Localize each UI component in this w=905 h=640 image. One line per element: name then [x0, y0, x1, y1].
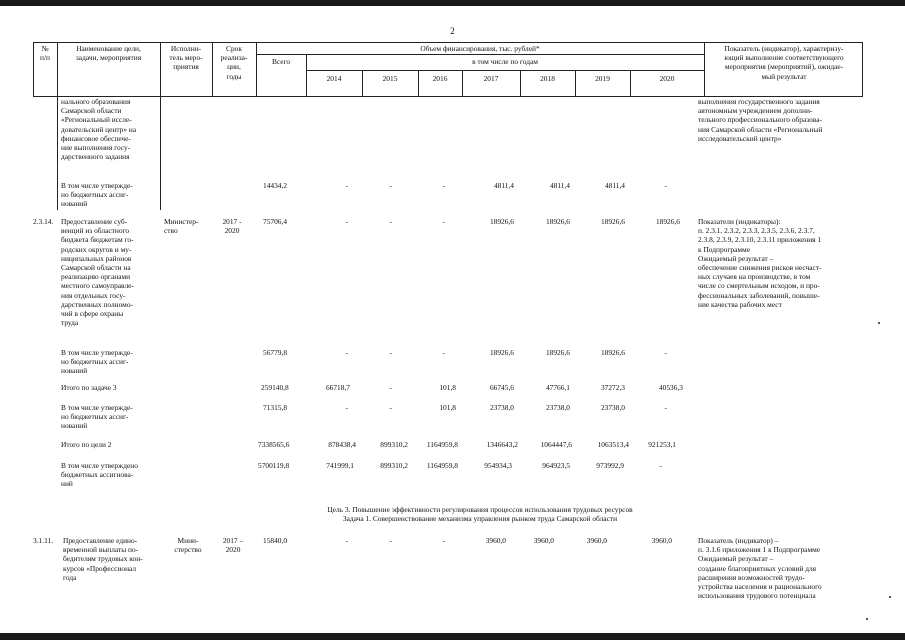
body-col-line: [160, 96, 161, 210]
scan-bottom-border: [0, 633, 905, 640]
row-incl4-2016: 1164959,8: [426, 461, 458, 470]
row-3111-total: 15840,0: [263, 536, 288, 545]
row-2314-term: 2017 - 2020: [222, 217, 242, 236]
row-3111-2014: -: [345, 536, 348, 545]
row-incl2-name: В том числе утвержде- но бюджетных ассиг- нований: [61, 348, 133, 376]
header-year-2017: 2017: [483, 74, 499, 83]
row-2314-2014: -: [345, 217, 348, 226]
row-2314-2019: 18926,6: [600, 217, 625, 226]
header-col-name: Наименование цели, задачи, мероприятия: [75, 44, 142, 63]
row-incl2-2017: 18926,6: [489, 348, 514, 357]
header-year-2016: 2016: [432, 74, 448, 83]
row-incl3-total: 71315,8: [263, 403, 288, 412]
row-incl2-2016: -: [442, 348, 445, 357]
row-task3-2016: 101,8: [439, 383, 456, 392]
row-task3-2015: -: [389, 383, 392, 392]
scan-top-border: [0, 0, 905, 6]
row-goal2-2016: 1164959,8: [426, 440, 458, 449]
header-year-2019: 2019: [595, 74, 610, 83]
row-cont-name: нального образования Самарской области «Региональный иссле- довательский центр» на финансовое обеспече- ние выполнения госу- дарственного задания: [61, 97, 137, 162]
row-incl3-2017: 23738,0: [489, 403, 514, 412]
row-goal2-2014: 878438,4: [328, 440, 356, 449]
row-goal2-2015: 899310,2: [380, 440, 408, 449]
row-incl2-2019: 18926,6: [600, 348, 625, 357]
row-2314-2018: 18926,6: [545, 217, 570, 226]
row-incl4-2020: -: [659, 461, 662, 470]
row-incl3-2020: -: [664, 403, 667, 412]
header-col-no: № п/п: [40, 44, 50, 63]
scan-speck: [889, 596, 891, 598]
header-col-line: [704, 42, 705, 96]
row-incl1-2017: 4811,4: [493, 181, 514, 190]
row-incl3-2018: 23738,0: [545, 403, 570, 412]
scan-speck: [866, 618, 868, 620]
header-col-line: [862, 42, 863, 96]
row-3111-2016: -: [442, 536, 445, 545]
header-year-2020: 2020: [659, 74, 675, 83]
row-3111-2015: -: [389, 536, 392, 545]
row-incl3-name: В том числе утвержде- но бюджетных ассиг- нований: [61, 403, 133, 431]
row-task3-2017: 66745,6: [489, 383, 514, 392]
row-3111-2019: 3960,0: [586, 536, 607, 545]
row-incl4-2018: 964923,5: [542, 461, 570, 470]
row-goal2-name: Итого по цели 2: [61, 440, 112, 449]
row-3111-term: 2017 – 2020: [222, 536, 244, 555]
body-col-line: [57, 96, 58, 210]
page-number: 2: [450, 26, 455, 36]
header-col-indicator: Показатель (индикатор), характеризу- ющий выполнение соответствующего мероприятия (мероприятий), ожидае- мый результат: [724, 44, 844, 81]
row-2314-executor: Министер- ство: [164, 217, 199, 236]
row-2314-total: 75706,4: [263, 217, 288, 226]
row-incl1-2019: 4811,4: [604, 181, 625, 190]
row-3111-2018: 3960,0: [533, 536, 554, 545]
task1-title: Задача 1. Совершенствование механизма управления рынком труда Самарской области: [342, 514, 618, 523]
years-subheader-line: [306, 70, 704, 71]
row-incl3-2015: -: [389, 403, 392, 412]
row-2314-2016: -: [442, 217, 445, 226]
row-incl3-2019: 23738,0: [600, 403, 625, 412]
row-3111-number: 3.1.11.: [33, 536, 54, 545]
row-incl1-total: 14434,2: [263, 181, 288, 190]
row-task3-name: Итого по задаче 3: [61, 383, 117, 392]
row-incl1-2014: -: [345, 181, 348, 190]
row-2314-number: 2.3.14.: [33, 217, 54, 226]
row-cont-indicator: выполнения государственного задания автономным учреждением дополни- тельного профессионального образова- ния Самарской области «Региональный исследовательский центр»: [698, 97, 823, 143]
row-3111-2020: 3960,0: [651, 536, 672, 545]
row-incl2-2015: -: [389, 348, 392, 357]
row-incl3-2014: -: [345, 403, 348, 412]
row-incl3-2016: 101,8: [439, 403, 456, 412]
row-3111-name: Предоставление едино- временной выплаты по- бедителям трудовых кон- курсов «Профессионал года: [63, 536, 143, 582]
header-year-2015: 2015: [382, 74, 398, 83]
row-goal2-total: 7338565,6: [258, 440, 290, 449]
row-goal2-2018: 1064447,6: [540, 440, 572, 449]
row-incl2-2014: -: [345, 348, 348, 357]
row-3111-indicator: Показатель (индикатор) – п. 3.1.6 приложения 1 к Подпрограмме Ожидаемый результат – создание благоприятных условий для расширения возможностей трудо- устройства населения и рационального использования трудового потенциала: [698, 536, 822, 601]
header-col-term: Срок реализа- ции, годы: [220, 44, 248, 81]
goal3-title: Цель 3. Повышение эффективности регулирования процессов использования трудовых ресурсов: [327, 505, 633, 514]
row-incl4-2019: 973992,9: [596, 461, 624, 470]
row-2314-indicator: Показатели (индикаторы): п. 2.3.1, 2.3.2, 2.3.3, 2.3.5, 2.3.6, 2.3.7, 2.3.8, 2.3.9, 2.3.10, 2.3.11 приложения 1 к Подпрограмме Ожидаемый результат – обеспечение снижения рисков несчаст- ных случаев на производстве, в том числе со смертельным исходом, и про- фессиональных заболеваний, повыше- ние качества рабочих мест: [698, 217, 822, 309]
header-col-finance: Объем финансирования, тыс. рублей*: [420, 44, 540, 53]
row-3111-executor: Мини- стерство: [174, 536, 202, 555]
header-col-executor: Исполни- тель меро- приятия: [169, 44, 203, 72]
row-goal2-2019: 1063513,4: [597, 440, 629, 449]
row-2314-2020: 18926,6: [655, 217, 680, 226]
header-year-2014: 2014: [326, 74, 342, 83]
row-incl1-2015: -: [389, 181, 392, 190]
header-year-2018: 2018: [540, 74, 555, 83]
row-task3-total: 259140,8: [261, 383, 289, 392]
row-goal2-2020: 921253,1: [648, 440, 676, 449]
row-incl2-total: 56779,8: [263, 348, 288, 357]
row-incl1-2018: 4811,4: [549, 181, 570, 190]
header-top-line: [33, 42, 863, 43]
row-goal2-2017: 1346643,2: [486, 440, 518, 449]
row-incl1-2016: -: [442, 181, 445, 190]
scan-speck: [878, 322, 880, 324]
row-incl4-2014: 741999,1: [326, 461, 354, 470]
header-col-total: Всего: [271, 57, 291, 66]
row-incl2-2018: 18926,6: [545, 348, 570, 357]
row-task3-2019: 37272,3: [600, 383, 625, 392]
row-task3-2020: 40536,3: [658, 383, 683, 392]
row-incl2-2020: -: [664, 348, 667, 357]
row-3111-2017: 3960,0: [485, 536, 506, 545]
row-task3-2018: 47766,1: [545, 383, 570, 392]
row-2314-2015: -: [389, 217, 392, 226]
row-incl4-name: В том числе утверждено бюджетных ассигнова- ний: [61, 461, 138, 489]
row-incl4-total: 5700119,8: [258, 461, 290, 470]
row-2314-name: Предоставление суб- венций из областного бюджета бюджетам го- родских округов и му- ниципальных районов Самарской области на реализацию органами местного самоуправле- ния отдельных госу- дарственных полномо- чий в сфере охраны труда: [61, 217, 134, 328]
row-task3-2014: 66718,7: [325, 383, 350, 392]
row-incl1-name: В том числе утвержде- но бюджетных ассиг- нований: [61, 181, 133, 209]
row-incl4-2017: 954934,3: [484, 461, 512, 470]
row-incl4-2015: 899310,2: [380, 461, 408, 470]
finance-subheader-line: [256, 54, 704, 55]
header-col-by-years: в том числе по годам: [472, 57, 538, 66]
row-incl1-2020: -: [664, 181, 667, 190]
row-2314-2017: 18926,6: [489, 217, 514, 226]
